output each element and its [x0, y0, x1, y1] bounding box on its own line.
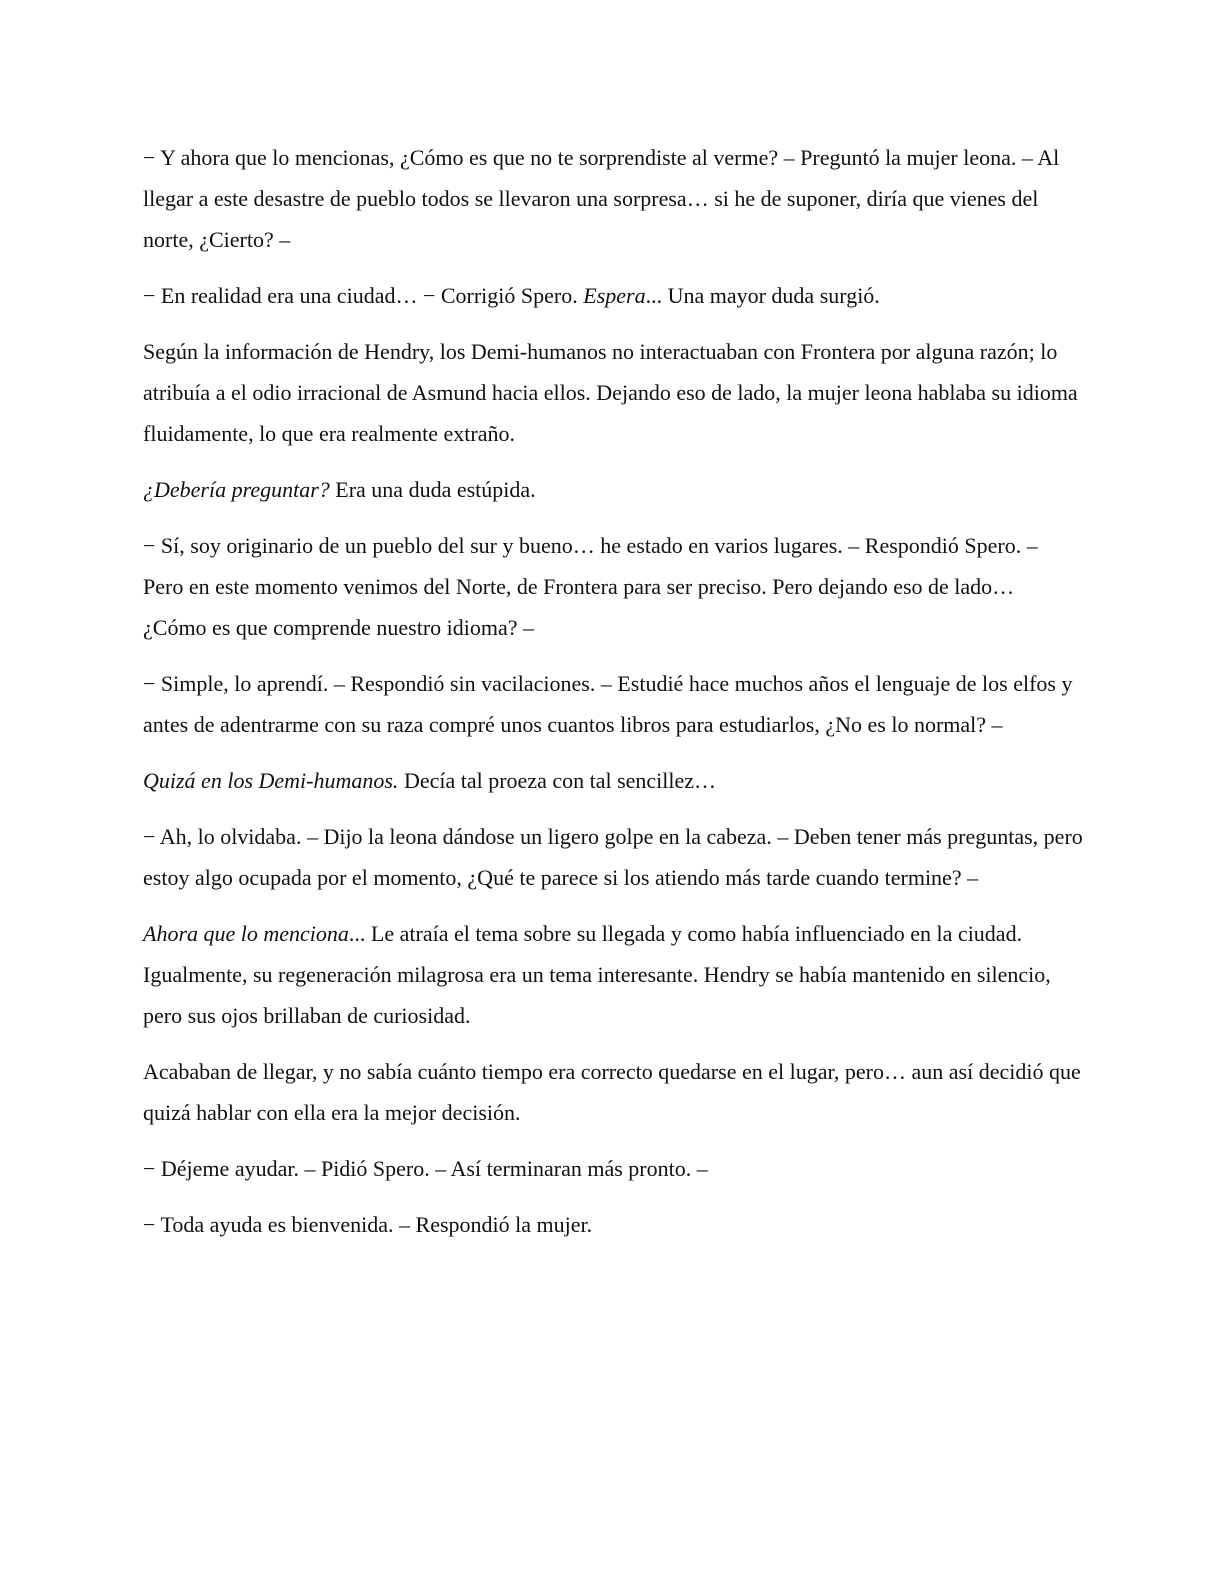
paragraph-text: Decía tal proeza con tal sencillez…: [398, 768, 717, 793]
paragraph: [143, 760, 1083, 801]
paragraph-text: − Sí, soy originario de un pueblo del sur y bueno… he estado en varios lugares. – Respondió Spero. – Pero en este momento venimos del Norte, de Frontera para ser preciso. Pero dejando eso de lado… ¿Cómo es que comprende nuestro idioma? –: [143, 533, 1038, 640]
italic-text: Quizá en los Demi-humanos.: [143, 768, 399, 793]
paragraph: [143, 816, 1083, 898]
paragraph: [143, 525, 1083, 648]
paragraph-text: − En realidad era una ciudad… − Corrigió Spero.: [143, 283, 584, 308]
paragraph: [143, 1204, 1083, 1245]
paragraph-text: − Déjeme ayudar. – Pidió Spero. – Así terminaran más pronto. –: [143, 1156, 708, 1181]
paragraph: [143, 331, 1083, 454]
paragraph: [143, 1051, 1083, 1133]
paragraph: [143, 137, 1083, 260]
paragraph-text: − Simple, lo aprendí. – Respondió sin vacilaciones. – Estudié hace muchos años el lenguaje de los elfos y antes de adentrarme con su raza compré unos cuantos libros para estudiarlos, ¿No es lo normal? –: [143, 671, 1073, 737]
paragraph-text: Era una duda estúpida.: [329, 477, 536, 502]
paragraph-text: Acababan de llegar, y no sabía cuánto tiempo era correcto quedarse en el lugar, pero… aun así decidió que quizá hablar con ella era la mejor decisión.: [143, 1059, 1081, 1125]
italic-text: Espera: [583, 283, 646, 308]
italic-text: Ahora que lo menciona: [143, 921, 349, 946]
paragraph: [143, 663, 1083, 745]
paragraph: [143, 469, 1083, 510]
paragraph-text: − Ah, lo olvidaba. – Dijo la leona dándose un ligero golpe en la cabeza. – Deben tener más preguntas, pero estoy algo ocupada por el momento, ¿Qué te parece si los atiendo más tarde cuando termine? –: [143, 824, 1083, 890]
paragraph-text: ... Le atraía el tema sobre su llegada y como había influenciado en la ciudad. Igualmente, su regeneración milagrosa era un tema interesante. Hendry se había mantenido en silencio, pero sus ojos brillaban de curiosidad.: [143, 921, 1051, 1028]
paragraph-text: ... Una mayor duda surgió.: [645, 283, 880, 308]
paragraph: [143, 1148, 1083, 1189]
italic-text: ¿Debería preguntar?: [143, 477, 330, 502]
paragraph: [143, 275, 1083, 316]
paragraph-text: − Y ahora que lo mencionas, ¿Cómo es que no te sorprendiste al verme? – Preguntó la mujer leona. – Al llegar a este desastre de pueblo todos se llevaron una sorpresa… si he de suponer, diría que vienes del norte, ¿Cierto? –: [143, 145, 1060, 252]
paragraph-text: − Toda ayuda es bienvenida. – Respondió la mujer.: [143, 1212, 593, 1237]
document-body: [143, 137, 1083, 1260]
paragraph: [143, 913, 1083, 1036]
paragraph-text: Según la información de Hendry, los Demi-humanos no interactuaban con Frontera por alguna razón; lo atribuía a el odio irracional de Asmund hacia ellos. Dejando eso de lado, la mujer leona hablaba su idioma fluidamente, lo que era realmente extraño.: [143, 339, 1078, 446]
